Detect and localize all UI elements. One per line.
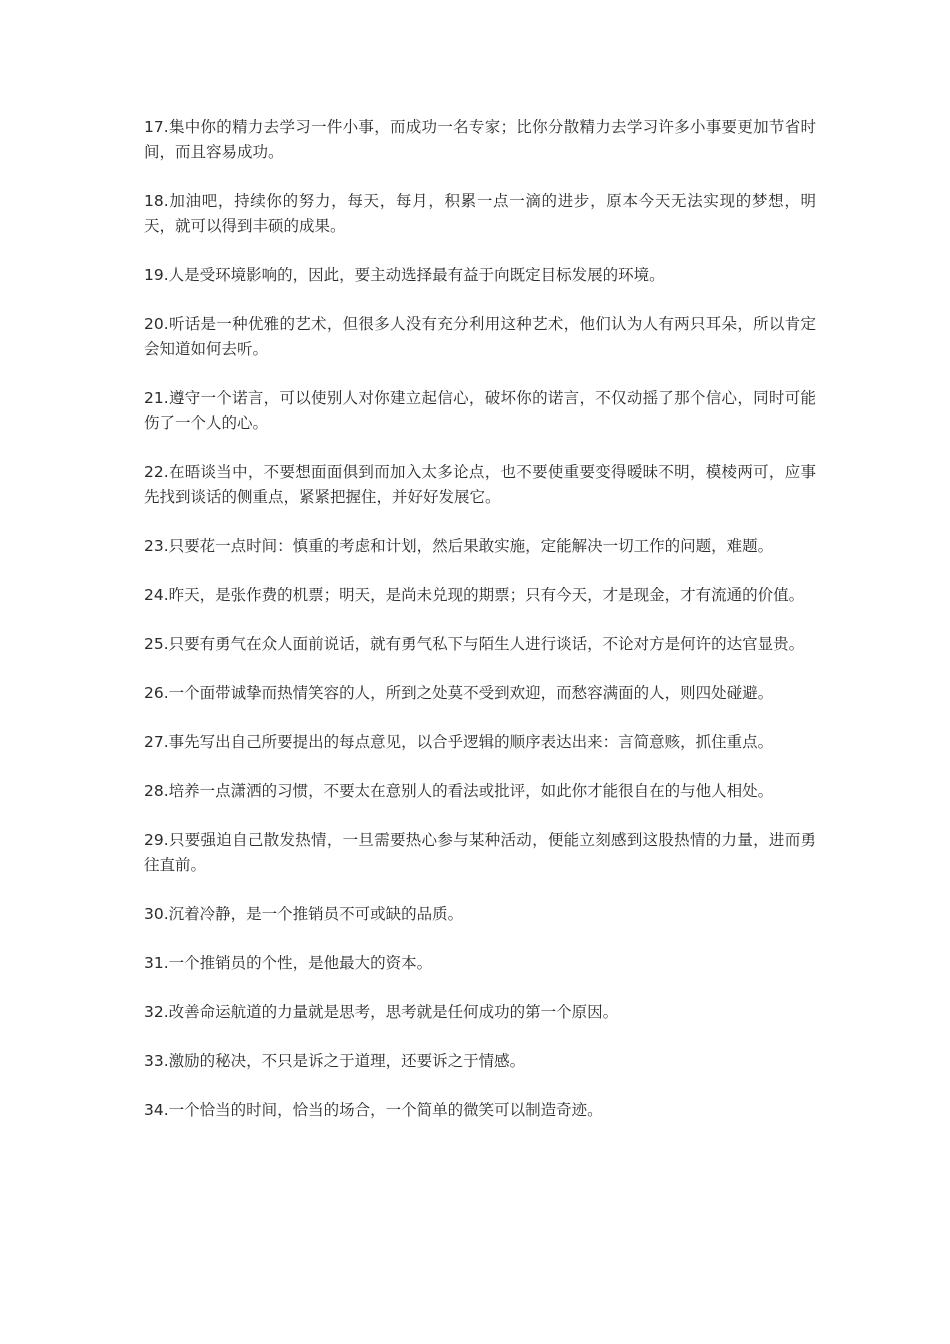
quote-list xyxy=(144,115,816,1147)
quote-19: 19.人是受环境影响的，因此，要主动选择最有益于向既定目标发展的环境。 xyxy=(144,266,665,284)
quote-29: 29.只要强迫自己散发热情，一旦需要热心参与某种活动，便能立刻感到这股热情的力量，进而勇往直前。 xyxy=(144,831,816,874)
quote-21: 21.遵守一个诺言，可以使别人对你建立起信心，破坏你的诺言，不仅动摇了那个信心，同时可能伤了一个人的心。 xyxy=(144,389,816,432)
quote-23: 23.只要花一点时间：慎重的考虑和计划，然后果敢实施，定能解决一切工作的问题，难题。 xyxy=(144,537,774,555)
quote-30: 30.沉着冷静，是一个推销员不可或缺的品质。 xyxy=(144,905,464,923)
quote-22: 22.在晤谈当中，不要想面面俱到而加入太多论点，也不要使重要变得暧昧不明，模棱两可，应事先找到谈话的侧重点，紧紧把握住，并好好发展它。 xyxy=(144,463,816,506)
quote-18: 18.加油吧，持续你的努力，每天，每月，积累一点一滴的进步，原本今天无法实现的梦想，明天，就可以得到丰硕的成果。 xyxy=(144,192,816,235)
quote-25: 25.只要有勇气在众人面前说话，就有勇气私下与陌生人进行谈话，不论对方是何许的达官显贵。 xyxy=(144,635,805,653)
quote-31: 31.一个推销员的个性，是他最大的资本。 xyxy=(144,954,433,972)
quote-26: 26.一个面带诚挚而热情笑容的人，所到之处莫不受到欢迎，而愁容满面的人，则四处碰避。 xyxy=(144,684,774,702)
quote-32: 32.改善命运航道的力量就是思考，思考就是任何成功的第一个原因。 xyxy=(144,1003,619,1021)
quote-28: 28.培养一点潇洒的习惯，不要太在意别人的看法或批评，如此你才能很自在的与他人相处。 xyxy=(144,782,774,800)
quote-33: 33.激励的秘决，不只是诉之于道理，还要诉之于情感。 xyxy=(144,1052,526,1070)
quote-27: 27.事先写出自己所要提出的每点意见，以合乎逻辑的顺序表达出来：言简意赅，抓住重点。 xyxy=(144,733,774,751)
quote-34: 34.一个恰当的时间，恰当的场合，一个简单的微笑可以制造奇迹。 xyxy=(144,1101,603,1119)
quote-20: 20.听话是一种优雅的艺术，但很多人没有充分利用这种艺术，他们认为人有两只耳朵，所以肯定会知道如何去听。 xyxy=(144,315,816,358)
quote-17: 17.集中你的精力去学习一件小事，而成功一名专家；比你分散精力去学习许多小事要更加节省时间，而且容易成功。 xyxy=(144,118,816,161)
quote-24: 24.昨天，是张作费的机票；明天，是尚未兑现的期票；只有今天，才是现金，才有流通的价值。 xyxy=(144,586,805,604)
